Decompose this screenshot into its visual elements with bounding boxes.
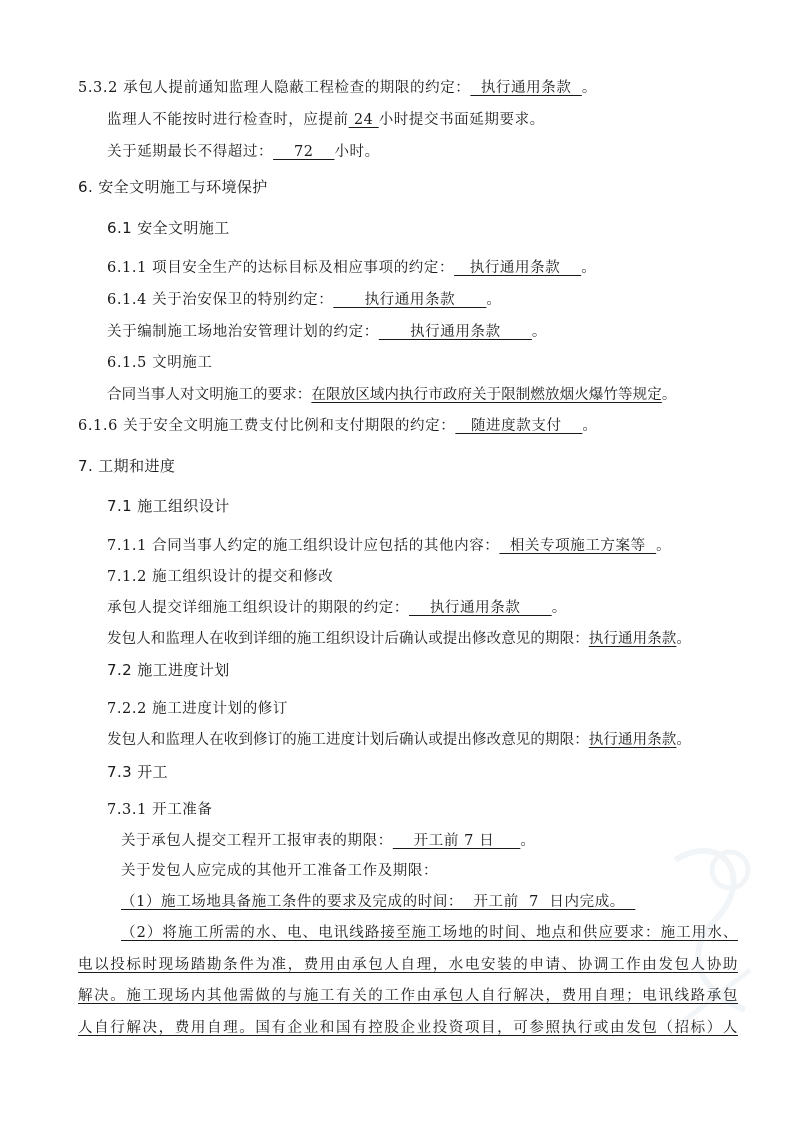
clause-6-1-6 [78,416,598,436]
clause-6-1-4 [107,290,502,310]
clause-text: 7.1.1 合同当事人约定的施工组织设计应包括的其他内容： [107,538,500,554]
clause-7-1-2: 7.1.2 施工组织设计的提交和修改 [107,569,334,585]
civilized-construction-clause [107,385,676,405]
clause-5-3-2 [78,78,597,98]
clause-text: 6.1.4 关于治安保卫的特别约定： [107,292,334,308]
clause-fill-value: 执行通用条款 [470,80,582,96]
clause-fill-value: 随进度款支付 [455,418,583,434]
clause-text: 5.3.2 承包人提前通知监理人隐蔽工程检查的期限的约定： [78,80,471,96]
clause-text: 承包人提交详细施工组织设计的期限的约定： [107,600,409,616]
clause-end: 。 [486,292,502,308]
clause-text: 发包人和监理人在收到详细的施工组织设计后确认或提出修改意见的期限： [107,631,589,647]
clause-fill-value: 执行通用条款 [454,260,582,276]
clause-fill-value: 执行通用条款 [409,600,552,616]
clause-end: 。 [581,260,597,276]
clause-7-1-1 [107,536,671,556]
clause-fill-value: 执行通用条款 [588,631,677,647]
clause-fill-value: 24 [348,112,379,128]
schedule-review-clause [107,730,691,750]
clause-end: 。 [676,631,692,647]
clause-end: 。 [551,600,567,616]
prep-item-2-line-2: 电以投标时现场踏勘条件为准，费用由承包人自理，水电安装的申请、协调工作由发包人协助 [78,957,738,973]
prep-item-2-line-4: 人自行解决，费用自理。国有企业和国有控股企业投资项目，可参照执行或由发包（招标）人 [78,1020,738,1036]
design-review-clause [107,629,691,649]
clause-end: 。 [676,732,692,748]
clause-end: 小时提交书面延期要求。 [378,112,545,128]
clause-fill-value: 执行通用条款 [378,324,532,340]
clause-text: 关于承包人提交工程开工报审表的期限： [121,833,393,849]
clause-fill-value: 开工前 7 日 [392,833,521,849]
clause-end: 。 [581,80,597,96]
clause-fill-value: 相关专项施工方案等 [499,538,657,554]
prep-item-2-line-3: 解决。施工现场内其他需做的与施工有关的工作由承包人自行解决，费用自理；电讯线路承包 [78,988,738,1004]
clause-text: 6.1.6 关于安全文明施工费支付比例和支付期限的约定： [78,418,456,434]
prep-item-1: （1）施工场地具备施工条件的要求及完成的时间： 开工前 7 日内完成。 [121,894,636,910]
section-heading-6: 6. 安全文明施工与环境保护 [78,178,268,196]
clause-fill-value: 执行通用条款 [333,292,487,308]
employer-prep-clause: 关于发包人应完成的其他开工准备工作及期限： [121,863,439,879]
clause-text: 监理人不能按时进行检查时，应提前 [107,112,349,128]
subsection-heading-6-1: 6.1 安全文明施工 [107,219,230,237]
section-heading-7: 7. 工期和进度 [78,457,176,475]
prep-item-2-line-1: （2）将施工所需的水、电、电讯线路接至施工场地的时间、地点和供应要求：施工用水、 [121,925,738,941]
clause-text: 发包人和监理人在收到修订的施工进度计划后确认或提出修改意见的期限： [107,732,589,748]
clause-end: 。 [582,418,598,434]
clause-6-1-5: 6.1.5 文明施工 [107,355,213,371]
clause-6-1-1 [107,258,596,278]
clause-text: 关于延期最长不得超过： [107,144,274,160]
clause-text: 6.1.1 项目安全生产的达标目标及相应事项的约定： [107,260,455,276]
subsection-heading-7-3: 7.3 开工 [107,763,169,781]
clause-fill-value: 72 [273,144,335,160]
clause-end: 。 [656,538,672,554]
clause-7-3-1: 7.3.1 开工准备 [107,802,213,818]
clause-end: 小时。 [334,144,380,160]
clause-7-2-2: 7.2.2 施工进度计划的修订 [107,701,289,717]
inspection-delay-notice [107,110,545,130]
clause-text: 合同当事人对文明施工的要求： [107,387,312,403]
clause-fill-value: 执行通用条款 [588,732,677,748]
clause-end: 。 [531,324,548,340]
security-plan-clause [107,322,547,342]
start-report-clause [121,831,535,851]
design-submission-clause [107,598,567,618]
clause-fill-value: 在限放区域内执行市政府关于限制燃放烟火爆竹等规定 [311,387,662,403]
clause-end: 。 [520,833,536,849]
clause-text: 关于编制施工场地治安管理计划的约定： [107,324,379,340]
subsection-heading-7-1: 7.1 施工组织设计 [107,497,230,515]
subsection-heading-7-2: 7.2 施工进度计划 [107,661,230,679]
clause-end: 。 [661,387,677,403]
max-delay [107,142,380,162]
watermark-logo-icon [655,820,765,1050]
